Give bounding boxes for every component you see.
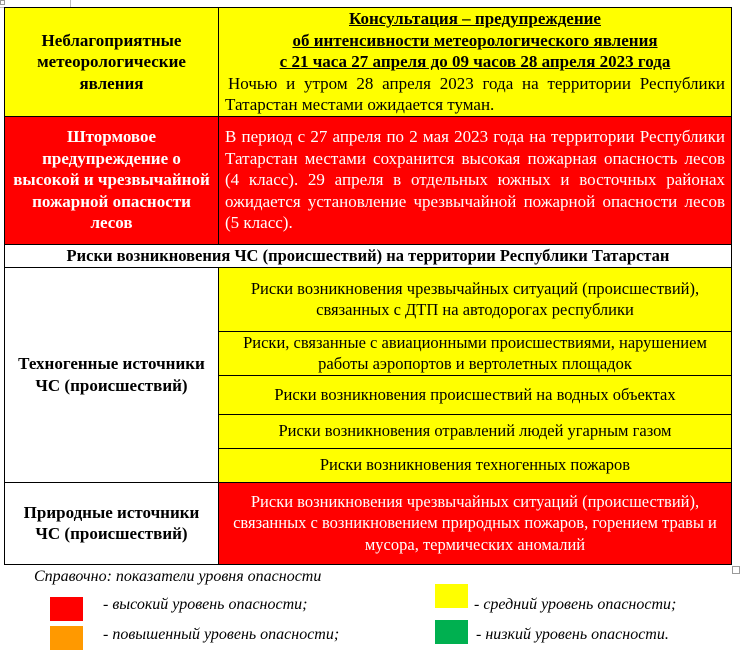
risk-item-carbon-monoxide: Риски возникновения отравлений людей угарным газом: [219, 414, 732, 448]
legend-label-low: - низкий уровень опасности.: [476, 626, 669, 643]
table-resize-handle[interactable]: [732, 566, 740, 574]
consult-text: Ночью и утром 28 апреля 2023 года на территории Республики Татарстан местами ожидается туман.: [225, 73, 725, 114]
storm-label: Штормовое предупреждение о высокой и чрезвычайной пожарной опасности лесов: [5, 116, 219, 244]
natural-row: [5, 482, 732, 564]
natural-risk-text: Риски возникновения чрезвычайных ситуаций (происшествий), связанных с возникновением природных пожаров, горением травы и мусора, термических аномалий: [219, 482, 732, 564]
legend-swatch-high: [50, 597, 83, 621]
legend-title: Справочно: показатели уровня опасности: [34, 568, 322, 585]
risks-header-row: [5, 244, 732, 267]
risk-row: [5, 267, 732, 331]
technogenic-label: Техногенные источники ЧС (происшествий): [5, 267, 219, 482]
risk-item-road: Риски возникновения чрезвычайных ситуаций (происшествий), связанных с ДТП на автодорогах республики: [219, 267, 732, 331]
legend-label-high: - высокий уровень опасности;: [103, 596, 308, 613]
consult-title-1: Консультация – предупреждение: [349, 9, 601, 28]
natural-label: Природные источники ЧС (происшествий): [5, 482, 219, 564]
legend-swatch-medium: [435, 584, 468, 608]
legend-swatch-elevated: [50, 626, 83, 650]
risks-header: Риски возникновения ЧС (происшествий) на территории Республики Татарстан: [5, 244, 732, 267]
legend-label-medium: - средний уровень опасности;: [474, 596, 677, 613]
meteo-row: [5, 8, 732, 117]
legend-label-elevated: - повышенный уровень опасности;: [103, 626, 340, 643]
storm-text: В период с 27 апреля по 2 мая 2023 года на территории Республики Татарстан местами сохранится высокая пожарная опасность лесов (4 класс). 29 апреля в отдельных южных и восточных районах ожидается установление чрезвычайной пожарной опасности лесов (5 класс).: [219, 116, 732, 244]
consult-title-2: об интенсивности метеорологического явления: [292, 30, 658, 50]
risk-item-aviation: Риски, связанные с авиационными происшествиями, нарушением работы аэропортов и вертолетных площадок: [219, 331, 732, 375]
consult-period: с 21 часа 27 апреля до 09 часов 28 апреля 2023 года: [279, 52, 671, 71]
risk-item-water: Риски возникновения происшествий на водных объектах: [219, 375, 732, 414]
risk-item-technogenic-fire: Риски возникновения техногенных пожаров: [219, 448, 732, 482]
warning-table: [4, 7, 732, 565]
meteo-label: Неблагоприятные метеорологические явления: [5, 8, 219, 117]
table-anchor-icon: [0, 0, 5, 5]
meteo-consultation-cell: [219, 8, 732, 117]
storm-row: [5, 116, 732, 244]
legend-swatch-low: [435, 620, 468, 644]
